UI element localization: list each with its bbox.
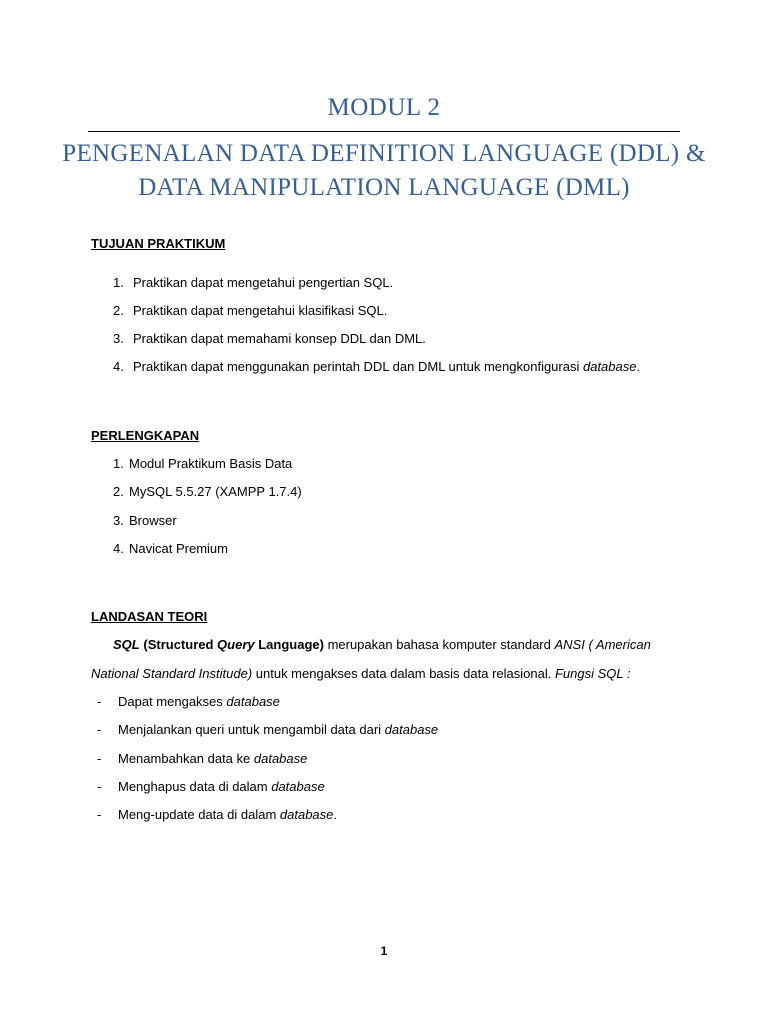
list-item-italic: database (279, 807, 334, 822)
document-title (0, 137, 768, 205)
list-item-number: 3. (113, 513, 124, 528)
list-item (113, 359, 640, 374)
list-item-text: Modul Praktikum Basis Data (129, 456, 293, 471)
bullet-dash: - (97, 779, 102, 794)
fungsi-sql-label: Fungsi SQL : (554, 666, 631, 681)
list-item-text: Praktikan dapat mengetahui pengertian SQL. (133, 275, 394, 290)
list-item-suffix: . (333, 807, 338, 822)
list-item-number: 4. (113, 359, 124, 374)
bullet-dash: - (97, 807, 102, 822)
paragraph-text: merupakan bahasa komputer standard (323, 637, 555, 652)
landasan-paragraph-line-2 (91, 666, 631, 681)
list-item-italic: database (226, 694, 280, 709)
language-term: Language) (254, 637, 324, 652)
list-item (113, 484, 302, 499)
list-item-italic: database (384, 722, 439, 737)
list-item-italic: database (271, 779, 325, 794)
section-heading-tujuan: TUJUAN PRAKTIKUM (91, 236, 226, 251)
list-item (113, 275, 393, 290)
list-item (113, 513, 177, 528)
module-number: MODUL 2 (327, 94, 441, 121)
bullet-dash: - (97, 694, 102, 709)
list-item-suffix: . (636, 359, 641, 374)
nsi-term: National Standard Institude) (91, 666, 253, 681)
page-number: 1 (380, 944, 388, 958)
list-item-number: 4. (113, 541, 124, 556)
ansi-term: ANSI ( American (554, 637, 651, 652)
section-heading-perlengkapan: PERLENGKAPAN (91, 428, 200, 443)
title-line-2: DATA MANIPULATION LANGUAGE (DML) (138, 174, 630, 201)
list-item (113, 331, 426, 346)
bullet-dash: - (97, 751, 102, 766)
open-paren: ( (139, 637, 148, 652)
list-item-italic: database (253, 751, 308, 766)
list-item-number: 2. (113, 303, 124, 318)
list-item (113, 303, 387, 318)
title-line-1: PENGENALAN DATA DEFINITION LANGUAGE (DDL) & (62, 140, 706, 167)
section-heading-landasan: LANDASAN TEORI (91, 609, 208, 624)
query-term: Query (217, 637, 255, 652)
list-item-number: 1. (113, 456, 124, 471)
list-item-text: Browser (129, 513, 177, 528)
list-item-text: Praktikan dapat mengetahui klasifikasi SQL. (133, 303, 388, 318)
paragraph-text: untuk mengakses data dalam basis data relasional. (252, 666, 555, 681)
list-item-text: Menghapus data di dalam (118, 779, 272, 794)
list-item-text: Praktikan dapat memahami konsep DDL dan DML. (133, 331, 426, 346)
list-item-number: 3. (113, 331, 124, 346)
title-divider (88, 131, 680, 132)
landasan-paragraph-line-1 (113, 637, 651, 652)
list-item (113, 541, 228, 556)
list-item-text: Menambahkan data ke (118, 751, 254, 766)
list-item-text: Meng-update data di dalam (118, 807, 280, 822)
list-item (113, 456, 292, 471)
list-item-text: Praktikan dapat menggunakan perintah DDL dan DML untuk mengkonfigurasi (133, 359, 583, 374)
list-item-italic: database (582, 359, 637, 374)
list-item-text: Menjalankan queri untuk mengambil data dari (118, 722, 385, 737)
sql-term: SQL (113, 637, 140, 652)
structured-term: Structured (147, 637, 218, 652)
list-item-text: Dapat mengakses (118, 694, 227, 709)
list-item-number: 2. (113, 484, 124, 499)
bullet-dash: - (97, 722, 102, 737)
list-item-number: 1. (113, 275, 124, 290)
list-item-text: MySQL 5.5.27 (XAMPP 1.7.4) (129, 484, 302, 499)
list-item-text: Navicat Premium (129, 541, 228, 556)
